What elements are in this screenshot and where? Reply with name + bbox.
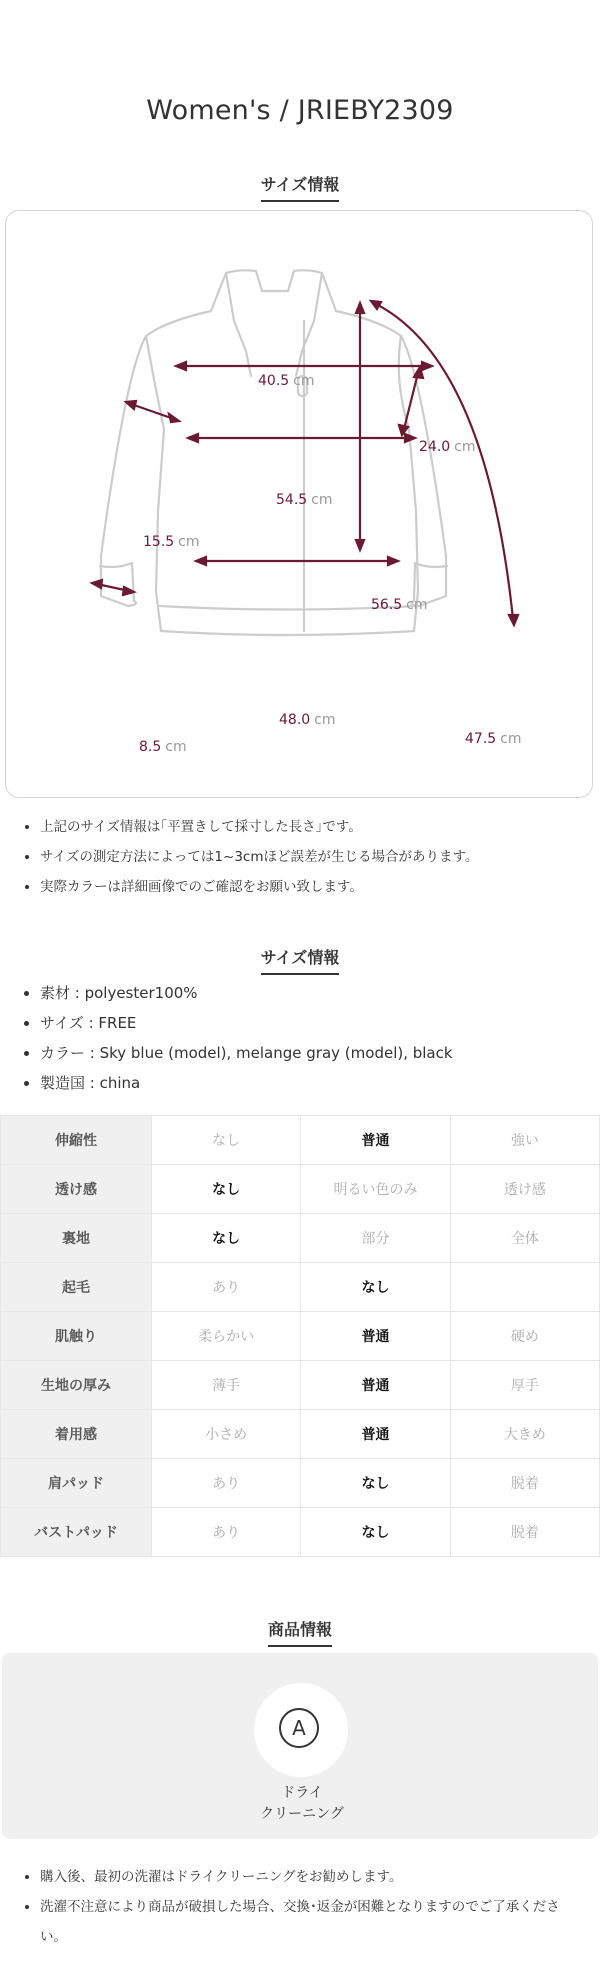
spec-list xyxy=(0,978,453,1098)
attribute-option: 普通 xyxy=(301,1116,450,1165)
attribute-option: 明るい色のみ xyxy=(301,1165,450,1214)
attribute-option: なし xyxy=(301,1459,450,1508)
attribute-option: あり xyxy=(152,1263,301,1312)
table-row xyxy=(1,1312,600,1361)
list-item: • 購入後、最初の洗濯はドライクリーニングをお勧めします。 xyxy=(40,1862,600,1892)
list-item: • 製造国 : china xyxy=(40,1068,453,1098)
table-row xyxy=(1,1459,600,1508)
attribute-option: 強い xyxy=(450,1116,599,1165)
table-row xyxy=(1,1116,600,1165)
attribute-option xyxy=(450,1263,599,1312)
care-label: ドライ クリーニング xyxy=(260,1785,344,1822)
list-item: • カラー : Sky blue (model), melange gray (model), black xyxy=(40,1038,453,1068)
sleeve-length-label: 47.5 cm xyxy=(465,731,522,747)
attribute-label: 起毛 xyxy=(1,1263,152,1312)
fabric-attributes-table xyxy=(0,1115,600,1557)
armhole-label: 15.5 cm xyxy=(143,534,200,550)
list-item: • 洗濯不注意により商品が破損した場合、交換･返金が困難となりますのでご了承ください。 xyxy=(40,1892,600,1952)
list-item: • 素材 : polyester100% xyxy=(40,978,453,1008)
attribute-label: バストパッド xyxy=(1,1508,152,1557)
attribute-label: 生地の厚み xyxy=(1,1361,152,1410)
table-row xyxy=(1,1165,600,1214)
care-notes xyxy=(0,1862,600,1952)
attribute-option: 普通 xyxy=(301,1312,450,1361)
table-row xyxy=(1,1508,600,1557)
jacket-outline xyxy=(100,270,447,635)
attribute-label: 肩パッド xyxy=(1,1459,152,1508)
sleeve-upper-label: 24.0 cm xyxy=(419,439,476,455)
attribute-option: 部分 xyxy=(301,1214,450,1263)
table-row xyxy=(1,1263,600,1312)
attribute-option: 薄手 xyxy=(152,1361,301,1410)
attribute-option: 小さめ xyxy=(152,1410,301,1459)
size-diagram xyxy=(5,210,593,798)
chest-label: 54.5 cm xyxy=(276,492,333,508)
attribute-option: 普通 xyxy=(301,1361,450,1410)
cuff-label: 8.5 cm xyxy=(139,739,187,755)
attribute-option: 厚手 xyxy=(450,1361,599,1410)
size-notes xyxy=(0,812,478,902)
attribute-label: 透け感 xyxy=(1,1165,152,1214)
attribute-option: 脱着 xyxy=(450,1508,599,1557)
dry-clean-icon: A xyxy=(279,1708,319,1748)
list-item: • 実際カラーは詳細画像でのご確認をお願い致します。 xyxy=(40,872,478,902)
attribute-option: 透け感 xyxy=(450,1165,599,1214)
attribute-option: あり xyxy=(152,1508,301,1557)
attribute-option: 硬め xyxy=(450,1312,599,1361)
attribute-option: なし xyxy=(301,1508,450,1557)
list-item: • サイズ : FREE xyxy=(40,1008,453,1038)
table-row xyxy=(1,1410,600,1459)
attribute-option: 普通 xyxy=(301,1410,450,1459)
table-row xyxy=(1,1361,600,1410)
attribute-label: 伸縮性 xyxy=(1,1116,152,1165)
care-panel xyxy=(2,1653,598,1839)
size-info-heading: サイズ情報 xyxy=(0,172,600,202)
jacket-diagram xyxy=(6,211,594,799)
shoulder-label: 40.5 cm xyxy=(258,373,315,389)
product-info-heading: 商品情報 xyxy=(0,1617,600,1647)
list-item: • サイズの測定方法によっては1~3cmほど誤差が生じる場合があります。 xyxy=(40,842,478,872)
attribute-option: なし xyxy=(301,1263,450,1312)
table-row xyxy=(1,1214,600,1263)
page-title: Women's / JRIEBY2309 xyxy=(146,95,454,126)
attribute-option: 柔らかい xyxy=(152,1312,301,1361)
spec-heading: サイズ情報 xyxy=(0,945,600,975)
attribute-label: 裏地 xyxy=(1,1214,152,1263)
list-item: • 上記のサイズ情報は｢平置きして採寸した長さ｣です。 xyxy=(40,812,478,842)
hem-label: 48.0 cm xyxy=(279,712,336,728)
measurement-labels xyxy=(139,373,522,755)
body-length-label: 56.5 cm xyxy=(371,597,428,613)
attribute-option: 脱着 xyxy=(450,1459,599,1508)
attribute-option: あり xyxy=(152,1459,301,1508)
care-icon-bg xyxy=(254,1683,348,1777)
attribute-label: 肌触り xyxy=(1,1312,152,1361)
attribute-option: なし xyxy=(152,1165,301,1214)
attribute-option: なし xyxy=(152,1214,301,1263)
attribute-label: 着用感 xyxy=(1,1410,152,1459)
attribute-option: なし xyxy=(152,1116,301,1165)
attribute-option: 全体 xyxy=(450,1214,599,1263)
attribute-option: 大きめ xyxy=(450,1410,599,1459)
